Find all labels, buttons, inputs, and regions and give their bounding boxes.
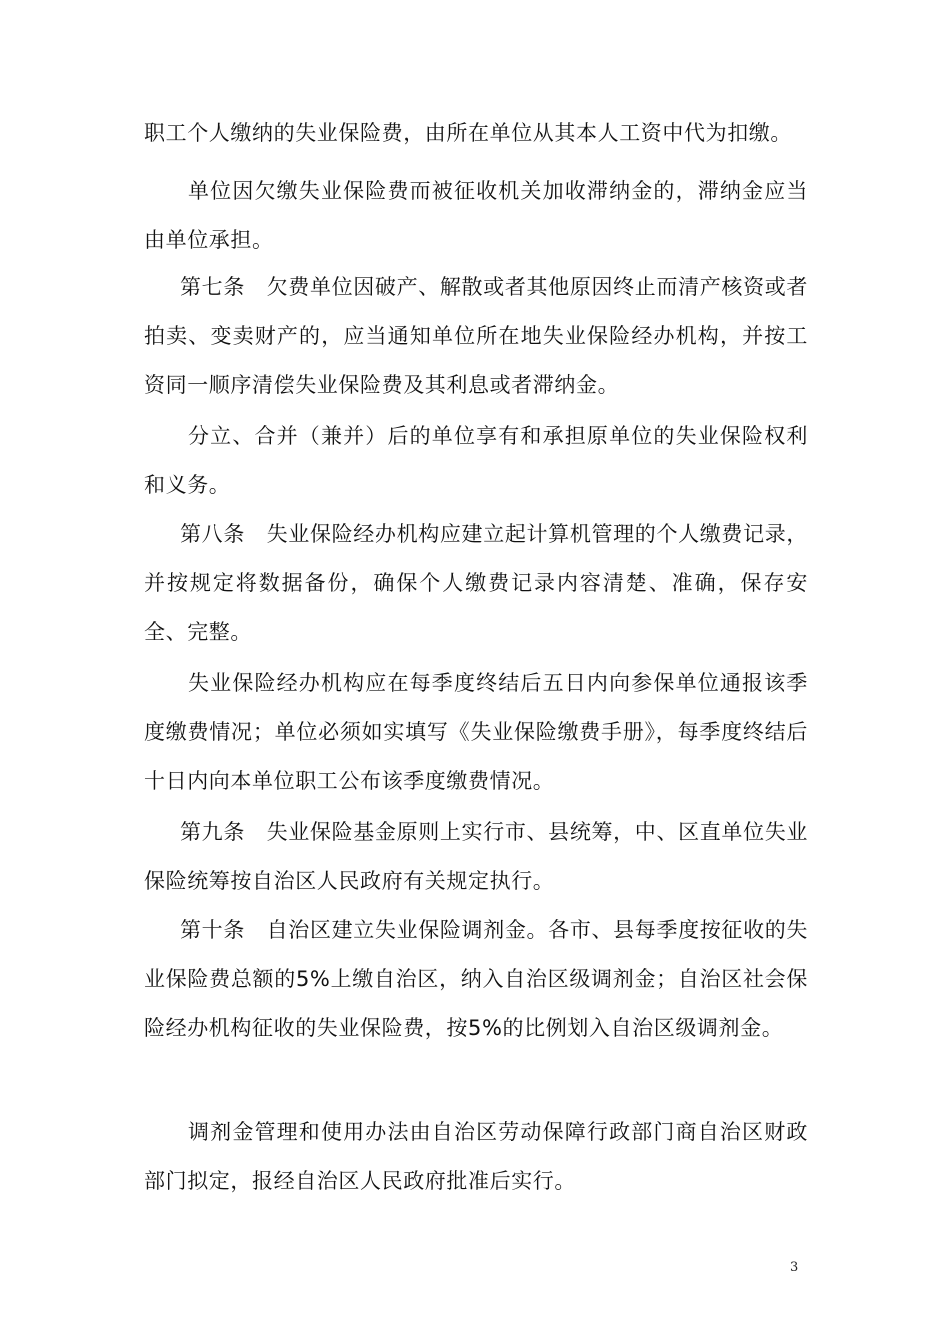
paragraph-9: 调剂金管理和使用办法由自治区劳动保障行政部门商自治区财政部门拟定，报经自治区人民政府批准后实行。 — [144, 1120, 808, 1193]
paragraph-article-9: 第九条 失业保险基金原则上实行市、县统筹，中、区直单位失业保险统筹按自治区人民政府有关规定执行。 — [144, 820, 808, 893]
paragraph-article-10: 第十条 自治区建立失业保险调剂金。各市、县每季度按征收的失业保险费总额的5%上缴自治区，纳入自治区级调剂金；自治区社会保险经办机构征收的失业保险费，按5%的比例划入自治区级调剂金。 — [144, 918, 808, 1040]
paragraph-4: 分立、合并（兼并）后的单位享有和承担原单位的失业保险权利和义务。 — [144, 424, 808, 497]
paragraph-2: 单位因欠缴失业保险费而被征收机关加收滞纳金的，滞纳金应当由单位承担。 — [144, 179, 808, 252]
paragraph-6: 失业保险经办机构应在每季度终结后五日内向参保单位通报该季度缴费情况；单位必须如实填写《失业保险缴费手册》，每季度终结后十日内向本单位职工公布该季度缴费情况。 — [144, 671, 808, 793]
paragraph-article-8: 第八条 失业保险经办机构应建立起计算机管理的个人缴费记录，并按规定将数据备份，确保个人缴费记录内容清楚、准确，保存安全、完整。 — [144, 522, 808, 644]
paragraph-1: 职工个人缴纳的失业保险费，由所在单位从其本人工资中代为扣缴。 — [144, 121, 792, 145]
paragraph-article-7: 第七条 欠费单位因破产、解散或者其他原因终止而清产核资或者拍卖、变卖财产的，应当通知单位所在地失业保险经办机构，并按工资同一顺序清偿失业保险费及其利息或者滞纳金。 — [144, 275, 808, 397]
page-number: 3 — [790, 1260, 799, 1275]
